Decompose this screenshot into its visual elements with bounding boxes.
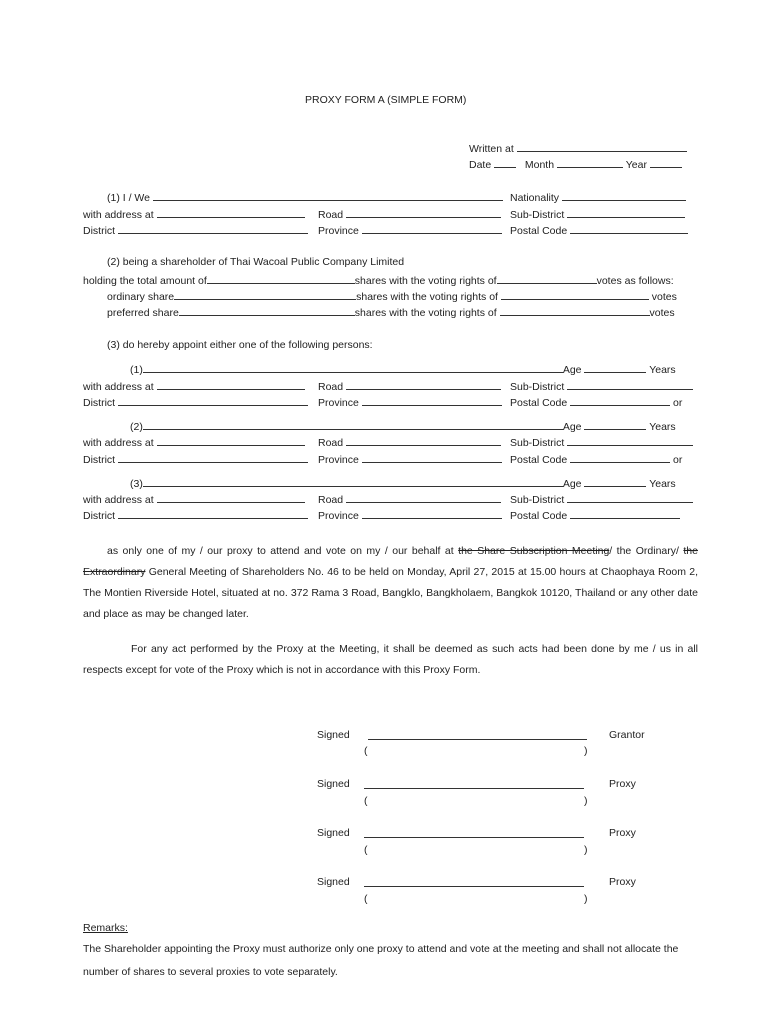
- road-field[interactable]: [346, 207, 501, 218]
- appoint-label: (3) do hereby appoint either one of the following persons:: [107, 339, 373, 351]
- month-field[interactable]: [557, 157, 623, 168]
- preferred-votes-label: votes: [649, 307, 675, 319]
- person-1-district-label: District: [83, 397, 116, 409]
- purpose-text-3: General Meeting of Shareholders No. 46 to be held on Monday, April 27, 2015 at 15.00 hours at Chaophaya Room 2, The Montien Riverside Hotel, situated at no. 372 Rama 3 Road, Bangklo, Bangkholaem, Bangkok 10120, Thailand or any other date and place as may be changed later.: [83, 566, 698, 620]
- signature-line-1[interactable]: [368, 739, 587, 740]
- person-1-province-label: Province: [318, 397, 359, 409]
- being-label: (2) being a shareholder of: [107, 256, 228, 268]
- person-2-name-field[interactable]: [143, 419, 563, 430]
- remarks-text: The Shareholder appointing the Proxy must authorize only one proxy to attend and vote at the meeting and shall not allocate the number of shares to several proxies to vote separately.: [83, 943, 679, 978]
- person-2-province-field[interactable]: [362, 452, 502, 463]
- person-1-road-row: [318, 379, 501, 394]
- person-1-number: (1): [130, 364, 143, 376]
- person-3-district-label: District: [83, 510, 116, 522]
- nationality-label: Nationality: [510, 192, 560, 204]
- person-3-district-row: [83, 508, 308, 523]
- person-1-road-label: Road: [318, 381, 344, 393]
- district-label: District: [83, 225, 116, 237]
- shareholder-row: [107, 256, 404, 269]
- person-2-postal-field[interactable]: [570, 452, 670, 463]
- person-3-province-label: Province: [318, 510, 359, 522]
- votes-as-follows-label: votes as follows:: [596, 275, 674, 287]
- year-field[interactable]: [650, 157, 682, 168]
- person-2-or: or: [673, 454, 683, 466]
- paren-open-3: (: [364, 844, 368, 856]
- postal-label: Postal Code: [510, 225, 568, 237]
- district-row: [83, 223, 308, 238]
- paren-close-1: ): [584, 745, 588, 757]
- person-1-postal-field[interactable]: [570, 395, 670, 406]
- person-2-years-label: Years: [649, 421, 676, 433]
- person-1-district-field[interactable]: [118, 395, 308, 406]
- person-1-road-field[interactable]: [346, 379, 501, 390]
- road-row: [318, 207, 501, 222]
- paren-close-2: ): [584, 795, 588, 807]
- province-label: Province: [318, 225, 359, 237]
- person-3-age-label: Age: [562, 478, 582, 490]
- person-2-postal-label: Postal Code: [510, 454, 568, 466]
- purpose-strike-2: the Extraordinary: [83, 545, 698, 578]
- written-at-label: Written at: [469, 143, 514, 155]
- preferred-voting-label: shares with the voting rights of: [354, 307, 497, 319]
- total-votes-field[interactable]: [497, 273, 597, 284]
- person-1-province-row: [318, 395, 502, 410]
- name-field[interactable]: [153, 190, 503, 201]
- person-1-age-label: Age: [562, 364, 582, 376]
- person-2-row: [130, 419, 676, 434]
- form-title: PROXY FORM A (SIMPLE FORM): [305, 94, 467, 106]
- holding-row: [83, 273, 674, 288]
- ordinary-votes-label: votes: [651, 291, 677, 303]
- paren-close-4: ): [584, 893, 588, 905]
- purpose-text-1: as only one of my / our proxy to attend and vote on my / our behalf at: [107, 545, 459, 557]
- i-we-row: [107, 190, 503, 205]
- person-3-postal-row: [510, 508, 680, 523]
- person-3-age-field[interactable]: [584, 476, 646, 487]
- person-3-address-label: with address at: [83, 494, 154, 506]
- address-row: [83, 207, 305, 222]
- person-3-row: [130, 476, 676, 491]
- district-field[interactable]: [118, 223, 308, 234]
- preferred-label: preferred share: [107, 307, 179, 319]
- person-2-province-row: [318, 452, 502, 467]
- holding-label: holding the total amount of: [83, 275, 207, 287]
- person-1-subdistrict-field[interactable]: [567, 379, 693, 390]
- person-1-age-field[interactable]: [584, 362, 646, 373]
- person-3-postal-field[interactable]: [570, 508, 680, 519]
- person-2-district-field[interactable]: [118, 452, 308, 463]
- signed-label-2: Signed: [317, 778, 350, 790]
- preferred-shares-field[interactable]: [179, 305, 355, 316]
- person-3-province-field[interactable]: [362, 508, 502, 519]
- person-2-district-row: [83, 452, 308, 467]
- ordinary-shares-field[interactable]: [174, 289, 356, 300]
- purpose-strike-1: the Share Subscription Meeting: [458, 545, 610, 557]
- grantor-label: Grantor: [609, 729, 645, 741]
- shares-voting-label: shares with the voting rights of: [354, 275, 497, 287]
- date-field[interactable]: [494, 157, 516, 168]
- date-label: Date: [469, 159, 492, 171]
- written-at-row: [469, 141, 687, 156]
- person-3-road-field[interactable]: [346, 492, 501, 503]
- person-3-postal-label: Postal Code: [510, 510, 568, 522]
- ordinary-voting-label: shares with the voting rights of: [356, 291, 498, 303]
- signature-line-4[interactable]: [364, 886, 584, 887]
- signed-label-1: Signed: [317, 729, 350, 741]
- person-3-number: (3): [130, 478, 143, 490]
- person-1-subdistrict-row: [510, 379, 693, 394]
- person-2-age-label: Age: [562, 421, 582, 433]
- purpose-text-2: / the Ordinary/: [609, 545, 684, 557]
- proxy-purpose-paragraph: [83, 541, 698, 625]
- person-3-address-row: [83, 492, 305, 507]
- proxy-label-3: Proxy: [609, 876, 636, 888]
- total-shares-field[interactable]: [207, 273, 355, 284]
- postal-field[interactable]: [570, 223, 688, 234]
- person-2-road-row: [318, 435, 501, 450]
- preferred-row: [107, 305, 675, 320]
- ordinary-row: [107, 289, 677, 304]
- preferred-votes-field[interactable]: [500, 305, 650, 316]
- person-3-road-label: Road: [318, 494, 344, 506]
- person-3-name-field[interactable]: [143, 476, 563, 487]
- subdistrict-row: [510, 207, 685, 222]
- person-2-province-label: Province: [318, 454, 359, 466]
- person-2-district-label: District: [83, 454, 116, 466]
- person-3-province-row: [318, 508, 502, 523]
- written-at-field[interactable]: [517, 141, 687, 152]
- person-2-number: (2): [130, 421, 143, 433]
- nationality-row: [510, 190, 686, 205]
- paren-open-1: (: [364, 745, 368, 757]
- remarks-heading: Remarks:: [83, 922, 128, 934]
- person-2-address-label: with address at: [83, 437, 154, 449]
- person-3-subdistrict-field[interactable]: [567, 492, 693, 503]
- person-1-years-label: Years: [649, 364, 676, 376]
- person-1-district-row: [83, 395, 308, 410]
- year-label: Year: [625, 159, 647, 171]
- address-label: with address at: [83, 209, 154, 221]
- person-2-road-label: Road: [318, 437, 344, 449]
- i-we-label: (1) I / We: [107, 192, 150, 204]
- province-row: [318, 223, 502, 238]
- company-name: Thai Wacoal Public Company Limited: [229, 256, 405, 268]
- person-1-address-row: [83, 379, 305, 394]
- person-1-address-field[interactable]: [157, 379, 305, 390]
- person-2-road-field[interactable]: [346, 435, 501, 446]
- person-2-subdistrict-label: Sub-District: [510, 437, 565, 449]
- person-1-name-field[interactable]: [143, 362, 563, 373]
- person-3-subdistrict-label: Sub-District: [510, 494, 565, 506]
- person-1-or: or: [673, 397, 683, 409]
- person-2-postal-row: [510, 452, 682, 467]
- proxy-label-1: Proxy: [609, 778, 636, 790]
- signature-line-3[interactable]: [364, 837, 584, 838]
- month-label: Month: [524, 159, 555, 171]
- acts-paragraph: For any act performed by the Proxy at the Meeting, it shall be deemed as such acts had been done by me / us in all respects except for vote of the Proxy which is not in accordance with this Proxy Form.: [83, 643, 698, 676]
- person-3-road-row: [318, 492, 501, 507]
- ordinary-label: ordinary share: [107, 291, 175, 303]
- person-3-years-label: Years: [649, 478, 676, 490]
- person-3-subdistrict-row: [510, 492, 693, 507]
- ordinary-votes-field[interactable]: [501, 289, 649, 300]
- person-1-row: [130, 362, 676, 377]
- paren-open-2: (: [364, 795, 368, 807]
- person-2-subdistrict-row: [510, 435, 693, 450]
- person-2-age-field[interactable]: [584, 419, 646, 430]
- road-label: Road: [318, 209, 344, 221]
- person-1-postal-row: [510, 395, 682, 410]
- subdistrict-label: Sub-District: [510, 209, 565, 221]
- person-1-subdistrict-label: Sub-District: [510, 381, 565, 393]
- person-1-address-label: with address at: [83, 381, 154, 393]
- proxy-label-2: Proxy: [609, 827, 636, 839]
- person-1-province-field[interactable]: [362, 395, 502, 406]
- nationality-field[interactable]: [562, 190, 686, 201]
- date-row: [469, 157, 682, 172]
- person-3-district-field[interactable]: [118, 508, 308, 519]
- signed-label-3: Signed: [317, 827, 350, 839]
- person-3-address-field[interactable]: [157, 492, 305, 503]
- postal-row: [510, 223, 688, 238]
- person-1-postal-label: Postal Code: [510, 397, 568, 409]
- person-2-address-row: [83, 435, 305, 450]
- paren-close-3: ): [584, 844, 588, 856]
- subdistrict-field[interactable]: [567, 207, 685, 218]
- person-2-subdistrict-field[interactable]: [567, 435, 693, 446]
- signature-line-2[interactable]: [364, 788, 584, 789]
- person-2-address-field[interactable]: [157, 435, 305, 446]
- province-field[interactable]: [362, 223, 502, 234]
- paren-open-4: (: [364, 893, 368, 905]
- signed-label-4: Signed: [317, 876, 350, 888]
- address-field[interactable]: [157, 207, 305, 218]
